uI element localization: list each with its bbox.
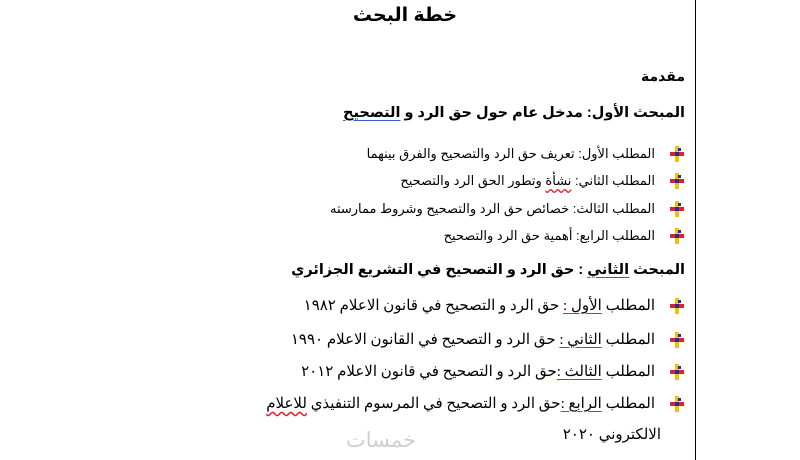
list-item-text-part: حق الرد و التصحيح في قانون الاعلام ١٩٨٢ bbox=[303, 298, 564, 314]
colored-arrow-bullet-icon bbox=[669, 172, 685, 190]
colored-arrow-bullet-icon bbox=[669, 363, 685, 381]
watermark-logo: خمسات bbox=[346, 429, 417, 452]
list-item-text: المطلب الثالث: خصائص حق الرد والتصحيح وشروط ممارسته bbox=[329, 201, 655, 216]
list-item-underlined: الأول : bbox=[563, 298, 602, 314]
section2-heading-text: : حق الرد و التصحيح في التشريع الجزائري bbox=[291, 262, 588, 278]
list-item-underlined: الثاني : bbox=[559, 332, 602, 348]
list-item bbox=[330, 200, 685, 218]
list-item-text-part: المطلب الثاني: bbox=[571, 173, 655, 188]
list-item bbox=[304, 296, 685, 315]
section1-heading-text: المبحث الأول: مدخل عام حول حق الرد و bbox=[400, 105, 685, 121]
section2-heading-underlined: الثاني bbox=[587, 262, 630, 278]
page-edge-line bbox=[695, 0, 696, 460]
section1-heading bbox=[343, 105, 685, 121]
list-item-text-part: المطلب bbox=[601, 364, 655, 380]
list-item-text-part: حق الرد و التصحيح في قانون الاعلام ٢٠١٢ bbox=[301, 364, 557, 380]
list-item-continuation: الالكتروني ٢٠٢٠ bbox=[562, 427, 661, 443]
list-item-underlined: الثالث : bbox=[556, 364, 602, 380]
list-item-text-part: المطلب bbox=[601, 332, 655, 348]
list-item-text bbox=[304, 296, 655, 315]
colored-arrow-bullet-icon bbox=[669, 227, 685, 245]
list-item-text: المطلب الرابع: أهمية حق الرد والتصحيح bbox=[443, 228, 655, 243]
list-item-text-part: المطلب bbox=[601, 298, 655, 314]
list-item-text bbox=[291, 330, 655, 349]
list-item-text-part: حق الرد و التصحيح في المرسوم التنفيذي bbox=[306, 396, 561, 412]
list-item-text bbox=[400, 173, 655, 189]
list-item bbox=[444, 227, 685, 245]
colored-arrow-bullet-icon bbox=[669, 395, 685, 413]
list-item bbox=[301, 362, 685, 381]
page-title: خطة البحث bbox=[352, 5, 458, 26]
colored-arrow-bullet-icon bbox=[669, 331, 685, 349]
spellcheck-marked-word: للاعلام bbox=[266, 396, 307, 412]
colored-arrow-bullet-icon bbox=[669, 297, 685, 315]
colored-arrow-bullet-icon bbox=[669, 200, 685, 218]
list-item bbox=[266, 394, 685, 413]
section2-heading-text: المبحث bbox=[629, 262, 685, 278]
list-item-text bbox=[301, 362, 655, 381]
list-item bbox=[291, 330, 685, 349]
colored-arrow-bullet-icon bbox=[669, 145, 685, 163]
list-item bbox=[367, 145, 685, 163]
list-item-text-part: المطلب bbox=[601, 396, 655, 412]
list-item-text-part: وتطور الحق الرد والتصحيح bbox=[400, 173, 546, 188]
section2-heading bbox=[291, 262, 685, 278]
spellcheck-marked-word: نشأة bbox=[545, 173, 572, 188]
intro-heading: مقدمة bbox=[641, 68, 685, 84]
list-item-text-part: حق الرد و التصحيح في القانون الاعلام ١٩٩٠ bbox=[290, 332, 560, 348]
list-item-text: المطلب الأول: تعريف حق الرد والتصحيح والفرق بينهما bbox=[366, 146, 655, 161]
list-item-underlined: الرابع : bbox=[560, 396, 602, 412]
section1-heading-underlined: التصحيح bbox=[343, 105, 401, 121]
list-item-text bbox=[266, 394, 655, 413]
list-item bbox=[400, 172, 685, 190]
